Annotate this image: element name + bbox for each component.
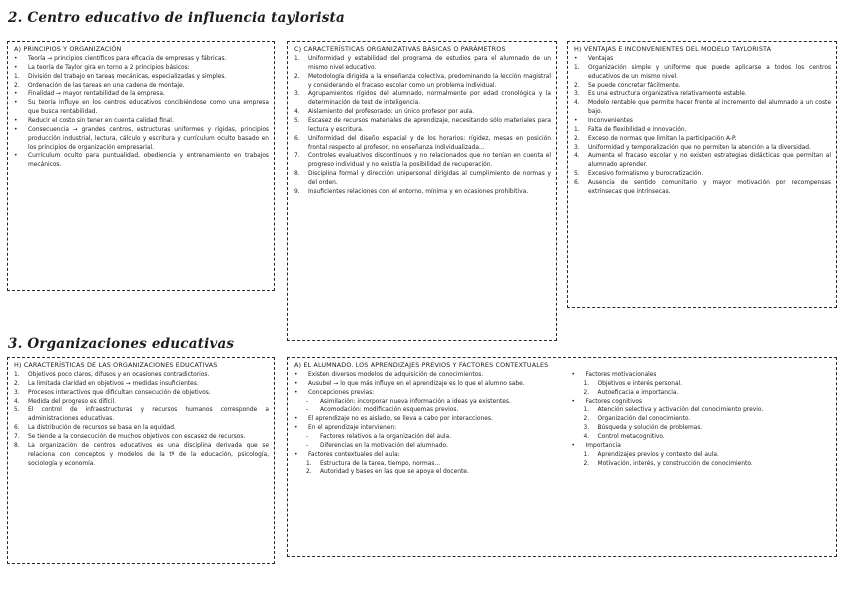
list-item (14, 126, 269, 153)
list-item (574, 135, 831, 144)
list-text: División del trabajo en tareas mecánicas, especializadas y simples. (28, 73, 227, 80)
list-item (294, 90, 551, 108)
list-item (14, 371, 269, 380)
advantages-box (567, 41, 837, 308)
list-text: Uniformidad y estabilidad del programa de estudios para el alumnado de un mismo nivel educativo. (308, 56, 551, 71)
list-text: En el aprendizaje intervienen: (308, 425, 397, 432)
list-item (574, 152, 831, 170)
list-text: Inconvenientes (588, 118, 633, 125)
students-left-column (294, 371, 554, 477)
org-characteristics-heading: H) CARACTERÍSTICAS DE LAS ORGANIZACIONES EDUCATIVAS (14, 361, 218, 369)
list-marker: 7. (294, 153, 300, 160)
list-text: Disciplina formal y dirección unipersonal dirigidas al cumplimiento de normas y del orden. (308, 171, 551, 187)
list-text: La organización de centros educativos es una disciplina derivada que se relaciona con conceptos y modelos de la tª de la educación, psicología, sociología y economía. (28, 442, 269, 467)
list-item (572, 460, 832, 469)
list-text: El control de infraestructuras y recursos humanos corresponde a administraciones educativas. (28, 407, 269, 423)
org-characteristics-list (14, 371, 269, 468)
list-item (14, 442, 269, 469)
list-item (572, 371, 832, 380)
list-marker: 8. (294, 171, 300, 178)
list-item (14, 90, 269, 99)
list-item (574, 90, 831, 99)
list-marker: • (14, 126, 18, 133)
list-marker: 2. (574, 82, 580, 89)
list-text: La limitada claridad en objetivos → medidas insuficientes. (28, 380, 199, 387)
list-marker: 2. (306, 469, 312, 476)
list-text: Controles evaluativos discontinuos y no relacionados que no tenían en cuenta el progreso individual y no existía la posibilidad de recuperación. (308, 153, 551, 169)
list-marker: 6. (14, 425, 20, 432)
list-text: La teoría de Taylor gira en torno a 2 principios básicos: (28, 64, 190, 71)
list-text: Insuficientes relaciones con el entorno, mínima y en ocasiones prohibitiva. (308, 188, 529, 195)
list-marker: • (574, 56, 578, 62)
list-marker: 1. (574, 64, 580, 71)
list-item (572, 380, 832, 389)
list-text: Existen diversos modelos de adquisición de conocimientos. (308, 372, 484, 378)
list-marker: - (306, 407, 309, 414)
list-item (294, 460, 554, 469)
list-text: Aumenta el fracaso escolar y no existen estrategias didácticas que permitan al alumnado aprender. (588, 153, 831, 169)
list-item (14, 117, 269, 126)
list-text: Diferencias en la motivación del alumnado. (320, 442, 448, 449)
list-marker: 1. (574, 126, 580, 133)
list-text: Escasez de recursos materiales de aprendizaje, necesitando sólo materiales para lectura y escritura. (308, 118, 551, 133)
list-marker: 2. (294, 73, 300, 80)
list-marker: 2. (14, 380, 20, 387)
list-marker: • (14, 56, 18, 62)
list-item (572, 406, 832, 415)
list-text: Ausencia de sentido comunitario y mayor motivación por recompensas extrínsecas que intrínsecas. (588, 180, 831, 195)
list-text: Factores motivacionales (585, 372, 657, 378)
list-item (14, 424, 269, 433)
list-item (14, 152, 269, 170)
list-text: Atención selectiva y activación del conocimiento previo. (597, 407, 764, 414)
list-text: Se tiende a la consecución de muchos objetivos con escasez de recursos. (28, 434, 246, 441)
advantages-list (574, 55, 831, 197)
list-item (14, 55, 269, 64)
list-marker: 6. (294, 135, 300, 142)
list-item (294, 117, 551, 135)
list-text: Concepciones previas: (308, 389, 375, 396)
list-text: Exceso de normas que limitan la participación A-P. (588, 135, 737, 142)
students-right-column (572, 371, 832, 477)
list-marker: 5. (574, 171, 580, 178)
list-text: Importancia (585, 442, 621, 449)
list-marker: • (14, 100, 18, 107)
list-text: Consecuencia → grandes centros, estructuras uniformes y rígidas, principios producción industrial, lectura, cálculo y escritura y currículum oculto basado en los principios de organización empresarial. (28, 126, 269, 151)
list-marker: 2. (583, 416, 590, 423)
principles-list (14, 55, 269, 170)
list-item (574, 99, 831, 117)
list-marker: 2. (574, 135, 580, 142)
list-item (14, 64, 269, 73)
list-marker: 8. (14, 442, 20, 449)
list-text: Aislamiento del profesorado: un único profesor por aula. (308, 109, 475, 116)
list-item (14, 82, 269, 91)
list-marker: • (14, 64, 18, 71)
advantages-heading: H) VENTAJAS E INCONVENIENTES DEL MODELO TAYLORISTA (574, 45, 772, 53)
list-item (572, 389, 832, 398)
list-marker: • (294, 416, 298, 423)
list-marker: - (306, 398, 309, 405)
list-text: Organización simple y uniforme que puede aplicarse a todos los centros educativos de un mismo nivel. (588, 64, 831, 80)
list-item (572, 424, 832, 433)
list-text: Ordenación de las tareas en una cadena de montaje. (28, 82, 185, 89)
principles-heading: A) PRINCIPIOS Y ORGANIZACIÓN (14, 45, 122, 53)
list-item (574, 117, 831, 126)
list-marker: 3. (574, 91, 580, 98)
list-item (294, 371, 554, 380)
list-item (294, 108, 551, 117)
list-marker: 4. (294, 109, 300, 116)
list-item (294, 424, 554, 433)
section-2-title: 2. Centro educativo de influencia taylorista (8, 10, 345, 26)
list-item (14, 73, 269, 82)
list-item (574, 179, 831, 197)
list-marker: 9. (294, 188, 300, 195)
list-marker: - (306, 434, 309, 441)
list-item (294, 433, 554, 442)
list-item (574, 55, 831, 64)
list-item (294, 451, 554, 460)
list-item (572, 442, 832, 451)
list-marker: 5. (14, 407, 20, 414)
list-item (14, 380, 269, 389)
list-text: Excesivo formalismo y burocratización. (588, 171, 704, 178)
list-item (294, 380, 554, 389)
list-marker: 1. (294, 56, 300, 62)
list-item (294, 398, 554, 407)
list-text: Autoeficacia e importancia. (597, 389, 679, 396)
list-marker: 5. (294, 118, 300, 125)
list-text: Currículum oculto para puntualidad, obediencia y entrenamiento en trabajos mecánicos. (28, 153, 269, 169)
list-text: Objetivos poco claros, difusos y en ocasiones contradictorios. (28, 372, 210, 378)
list-marker: - (306, 442, 309, 449)
list-text: Objetivos e interés personal. (597, 380, 683, 387)
list-marker: 7. (14, 434, 20, 441)
list-item (294, 442, 554, 451)
org-characteristics-box (7, 357, 275, 564)
list-marker: 2. (583, 389, 590, 396)
list-marker: • (571, 372, 575, 378)
list-marker: 3. (583, 425, 590, 432)
list-text: Agrupamientos rígidos del alumnado, normalmente por edad cronológica y la determinación de test de inteligencia. (308, 91, 551, 107)
list-item (574, 170, 831, 179)
list-text: El aprendizaje no es aislado, se lleva a cabo por interacciones. (308, 416, 493, 423)
list-marker: 4. (14, 398, 20, 405)
list-item (572, 415, 832, 424)
list-item (294, 406, 554, 415)
list-item (294, 73, 551, 91)
list-marker: 2. (583, 460, 590, 467)
list-text: Búsqueda y solución de problemas. (597, 425, 703, 432)
list-marker: • (14, 91, 18, 98)
list-marker: • (294, 451, 298, 458)
list-marker: 3. (14, 389, 20, 396)
list-item (14, 398, 269, 407)
list-marker: • (294, 425, 298, 432)
list-text: Ausubel → lo que más influye en el aprendizaje es lo que el alumno sabe. (308, 380, 525, 387)
list-text: Acomodación: modificación esquemas previos. (320, 407, 459, 414)
characteristics-list (294, 55, 551, 197)
list-text: La distribución de recursos se basa en la equidad. (28, 425, 176, 432)
list-item (14, 99, 269, 117)
list-marker: 3. (294, 91, 300, 98)
list-item (294, 55, 551, 73)
list-marker: • (14, 153, 18, 160)
characteristics-heading: C) CARACTERÍSTICAS ORGANIZATIVAS BÁSICAS O PARÁMETROS (294, 45, 506, 53)
list-item (574, 64, 831, 82)
list-text: Finalidad → mayor rentabilidad de la empresa. (28, 91, 165, 98)
list-marker: • (294, 372, 298, 378)
list-item (14, 389, 269, 398)
list-item (572, 451, 832, 460)
list-text: Es una estructura organizativa relativamente estable. (588, 91, 747, 98)
list-marker: 1. (583, 407, 590, 414)
principles-box (7, 41, 275, 291)
students-heading: A) EL ALUMNADO. LOS APRENDIZAJES PREVIOS Y FACTORES CONTEXTUALES (294, 361, 549, 369)
list-item (572, 433, 832, 442)
list-item (294, 152, 551, 170)
list-text: Medida del progreso es difícil. (28, 398, 117, 405)
list-marker: • (294, 380, 298, 387)
list-marker: 1. (306, 460, 312, 467)
list-text: Procesos interactivos que dificultan consecución de objetivos. (28, 389, 211, 396)
list-marker: 4. (574, 153, 580, 160)
list-text: Teoría → principios científicos para eficacia de empresas y fábricas. (28, 56, 227, 62)
list-text: Factores relativos a la organización del aula. (320, 434, 451, 441)
list-text: Reducir el costo sin tener en cuenta calidad final. (28, 118, 174, 125)
list-item (574, 126, 831, 135)
list-marker: • (571, 398, 575, 405)
list-text: Factores cognitivos (585, 398, 643, 405)
list-marker: • (574, 118, 578, 125)
list-text: Metodología dirigida a la enseñanza colectiva, predominando la lección magistral y considerando el fracaso escolar como un problema individual. (308, 73, 551, 89)
list-marker: 4. (574, 100, 580, 107)
list-text: Asimilación: incorporar nueva información a ideas ya existentes. (320, 398, 511, 405)
list-text: Modelo rentable que permite hacer frente al incremento del alumnado a un coste bajo. (588, 100, 831, 116)
list-marker: 4. (583, 434, 590, 441)
list-item (294, 135, 551, 153)
list-marker: 6. (574, 180, 580, 187)
list-marker: 2. (14, 82, 20, 89)
list-marker: 1. (14, 73, 20, 80)
list-item (294, 415, 554, 424)
list-text: Se puede concretar fácilmente. (588, 82, 681, 89)
list-text: Ventajas (588, 56, 614, 62)
list-item (574, 82, 831, 91)
section-3-title: 3. Organizaciones educativas (8, 336, 235, 352)
characteristics-box (287, 41, 557, 341)
list-marker: 1. (583, 451, 590, 458)
list-text: Factores contextuales del aula: (308, 451, 400, 458)
list-text: Autoridad y bases en las que se apoya el docente. (320, 469, 469, 476)
list-text: Uniformidad del diseño espacial y de los horarios: rígidez, mesas en posición frontal respecto al profesor, no enseñanza individualizada... (308, 135, 551, 151)
list-text: Falta de flexibilidad e innovación. (588, 126, 687, 133)
list-item (14, 433, 269, 442)
list-marker: • (571, 442, 575, 449)
list-item (294, 468, 554, 477)
list-text: Uniformidad y temporalización que no permiten la atención a la diversidad. (588, 144, 811, 151)
students-box (287, 357, 837, 557)
list-item (294, 170, 551, 188)
list-marker: 3. (574, 144, 580, 151)
list-item (572, 398, 832, 407)
list-marker: 1. (583, 380, 590, 387)
list-marker: • (14, 118, 18, 125)
list-marker: • (294, 389, 298, 396)
list-item (294, 389, 554, 398)
list-text: Aprendizajes previos y contexto del aula. (597, 451, 719, 458)
list-text: Control metacognitivo. (597, 434, 665, 441)
list-text: Motivación, interés, y construcción de conocimiento. (597, 460, 753, 467)
list-text: Su teoría influye en los centros educativos concibiéndose como una empresa que busca rentabilidad. (28, 100, 269, 116)
list-item (14, 406, 269, 424)
list-text: Organización del conocimiento. (597, 416, 691, 423)
list-item (574, 144, 831, 153)
list-item (294, 188, 551, 197)
list-text: Estructura de la tarea, tiempo, normas... (320, 460, 441, 467)
list-marker: 1. (14, 372, 20, 378)
